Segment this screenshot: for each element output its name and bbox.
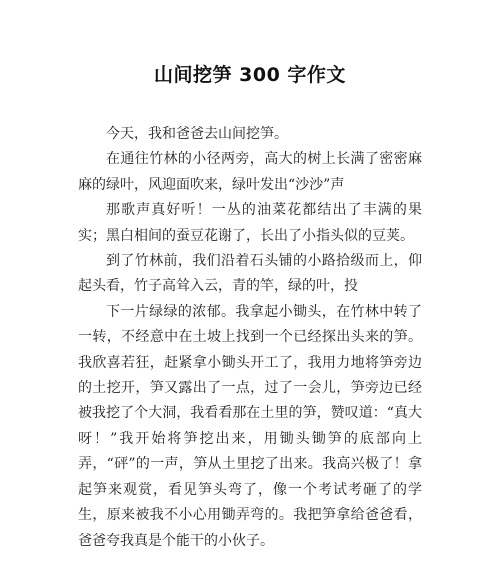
paragraph: 在通往竹林的小径两旁，高大的树上长满了密密麻麻的绿叶，风迎面吹来，绿叶发出“沙沙”声 xyxy=(78,151,422,193)
paragraph: 到了竹林前，我们沿着石头铺的小路拾级而上，仰起头看，竹子高耸入云，青的竿，绿的叶，投 xyxy=(78,253,422,295)
paragraph: 那歌声真好听！一丛的油菜花都结出了丰满的果实；黑白相间的蚕豆花谢了，长出了小指头似的豆荚。 xyxy=(78,202,422,244)
document-body xyxy=(78,122,422,554)
document-title: 山间挖笋 300 字作文 xyxy=(154,64,346,86)
paragraph: 今天，我和爸爸去山间挖笋。 xyxy=(106,126,288,142)
paragraph: 下一片绿绿的浓郁。我拿起小锄头，在竹林中转了一转，不经意中在土坡上找到一个已经探出头来的笋。我欣喜若狂，赶紧拿小锄头开工了，我用力地将笋旁边的土挖开，笋又露出了一点，过了一会儿，笋旁边已经被我挖了个大洞，我看看那在土里的笋，赞叹道：“真大呀！”我开始将笋挖出来，用锄头锄笋的底部向上弄，“砰”的一声，笋从土里挖了出来。我高兴极了！拿起笋来观赏，看见笋头弯了，像一个考试考砸了的学生，原来被我不小心用锄弄弯的。我把笋拿给爸爸看，爸爸夸我真是个能干的小伙子。 xyxy=(78,303,422,549)
